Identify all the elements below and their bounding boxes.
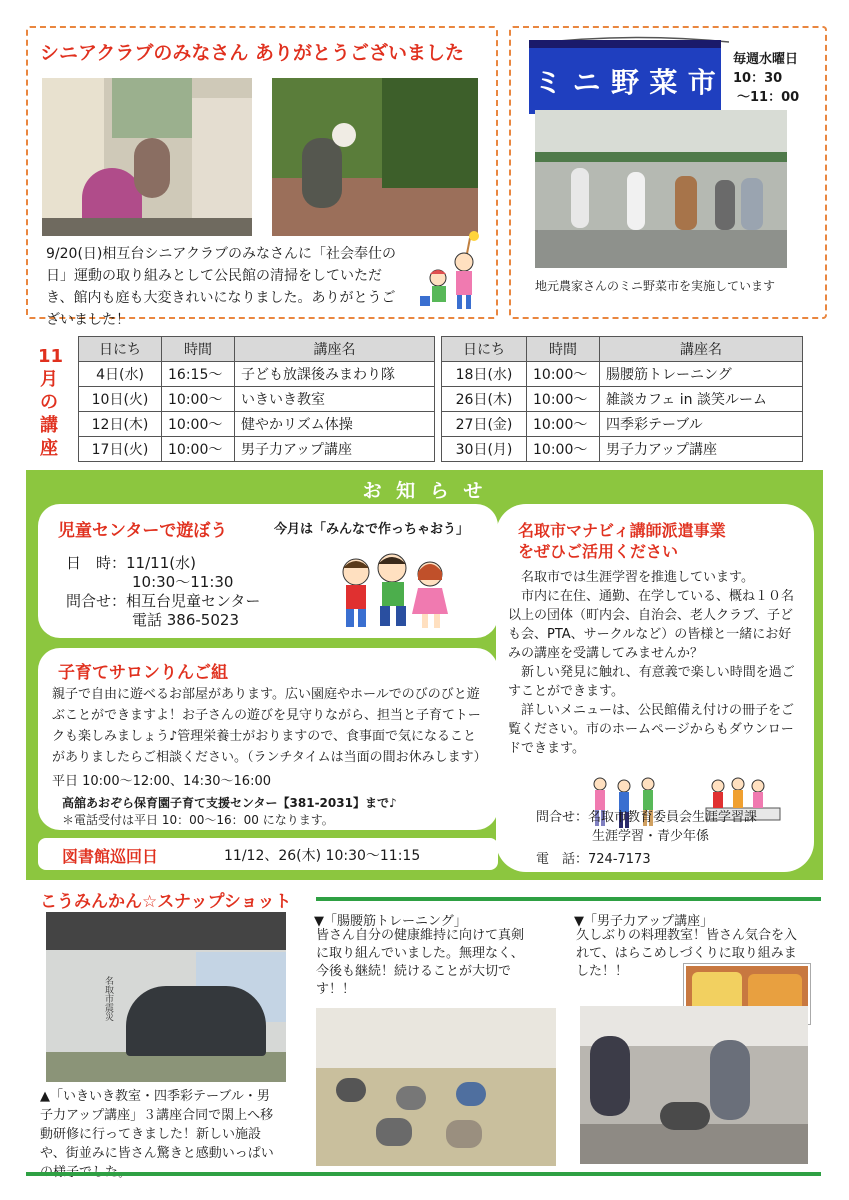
market-schedule-end: ～11：00	[737, 90, 800, 105]
notice-title: お 知 ら せ	[362, 480, 487, 502]
salon-title: 子育てサロンりんご組	[58, 663, 228, 683]
library-title: 図書館巡回日	[62, 847, 159, 866]
manabi-paragraph: 新しい発見に触れ、有意義で楽しい時間を過ごすことができます。	[508, 665, 795, 699]
cleaning-kids-illustration	[408, 228, 496, 316]
snapshot-title-rule	[316, 897, 821, 901]
market-banner-char: ニ	[572, 66, 601, 99]
table-row	[79, 387, 435, 412]
date-label: 日 時：	[66, 554, 127, 572]
date-value: 11/11(水)	[126, 554, 196, 572]
snapshot-title: こうみんかん☆スナップショット	[40, 892, 292, 912]
market-schedule	[733, 50, 799, 107]
manabi-text	[508, 568, 802, 758]
table-row	[442, 362, 803, 387]
course-date: 30日(月)	[442, 437, 527, 462]
senior-cleaning-photo-indoor	[42, 78, 252, 236]
course-date: 10日(火)	[79, 387, 162, 412]
column-header: 日にち	[442, 337, 527, 362]
manabi-contact	[536, 808, 757, 869]
course-time: 10:00～	[527, 362, 600, 387]
courses-table-right	[441, 336, 803, 462]
children-playing-illustration	[330, 544, 460, 634]
column-header: 時間	[527, 337, 600, 362]
table-header-row	[442, 337, 803, 362]
time-value: 10:30～11:30	[132, 573, 234, 591]
course-name: 男子力アップ講座	[235, 437, 435, 462]
manabi-contact-line2: 生涯学習・青少年係	[592, 829, 710, 844]
course-name: いきいき教室	[235, 387, 435, 412]
course-name: 健やかリズム体操	[235, 412, 435, 437]
course-date: 27日(金)	[442, 412, 527, 437]
course-time: 10:00～	[162, 437, 235, 462]
psoas-training-photo	[316, 1008, 556, 1166]
senior-cleaning-photo-garden	[272, 78, 478, 236]
snapshot-caption-1: ▲「いきいき教室・四季彩テーブル・男子力アップ講座」３講座合同で閖上へ移動研修に行ってきました！新しい施設や、街並みに皆さん驚きと感動いっぱい	[40, 1089, 274, 1161]
senior-club-title: シニアクラブのみなさん ありがとうございました	[40, 42, 465, 64]
children-center-title: 児童センターで遊ぼう	[58, 521, 228, 541]
course-date: 17日(火)	[79, 437, 162, 462]
contact-label: 問合せ：	[66, 592, 127, 610]
market-banner-char: ミ	[534, 66, 563, 99]
column-header: 日にち	[79, 337, 162, 362]
children-center-box	[38, 504, 498, 638]
manabi-contact-line1: 問合せ：名取市教育委員会生涯学習課	[536, 810, 758, 825]
group-photo-yuriage	[46, 912, 286, 1082]
cooking-class-photo	[580, 1006, 808, 1164]
table-row	[79, 412, 435, 437]
course-date: 18日(水)	[442, 362, 527, 387]
courses-label-char: の	[40, 392, 58, 413]
senior-club-box	[26, 26, 498, 328]
manabi-paragraph: 市内に在住、通勤、在学している、概ね１０名以上の団体（町内会、自治会、老人クラブ、子ども会、PTA、サークルなど）の皆様と一緒にお好みの講座を受講してみませんか？	[508, 589, 795, 661]
table-row	[79, 362, 435, 387]
course-name: 雑談カフェ in 談笑ルーム	[600, 387, 803, 412]
course-time: 16:15～	[162, 362, 235, 387]
contact-value: 相互台児童センター	[126, 592, 261, 610]
course-name: 四季彩テーブル	[600, 412, 803, 437]
course-time: 10:00～	[527, 412, 600, 437]
course-date: 4日(水)	[79, 362, 162, 387]
mini-market-box	[509, 26, 827, 319]
children-center-theme: 今月は「みんなで作っちゃおう」	[274, 522, 470, 537]
table-row	[442, 387, 803, 412]
course-date: 26日(木)	[442, 387, 527, 412]
salon-hours: 平日 10:00～12:00、14:30～16:00	[52, 774, 271, 789]
manabi-paragraph: 詳しいメニューは、公民館備え付けの冊子をご覧ください。市のホームページからもダウンロードできます。	[508, 703, 795, 756]
column-header: 講座名	[235, 337, 435, 362]
column-header: 時間	[162, 337, 235, 362]
market-banner-char: 市	[687, 66, 716, 99]
mini-market-caption: 地元農家さんのミニ野菜市を実施しています	[535, 279, 776, 293]
market-schedule-day: 毎週水曜日	[733, 52, 799, 67]
children-center-details	[66, 554, 260, 630]
market-banner	[529, 40, 721, 114]
manabi-box	[496, 504, 814, 872]
manabi-title-line2: をぜひご活用ください	[518, 542, 679, 561]
phone-value: 電話 386-5023	[132, 611, 239, 629]
course-date: 12日(木)	[79, 412, 162, 437]
course-time: 10:00～	[527, 437, 600, 462]
library-box	[38, 838, 498, 870]
course-time: 10:00～	[162, 387, 235, 412]
market-banner-char: 菜	[649, 66, 678, 99]
salon-box	[38, 648, 498, 830]
mini-market-photo	[535, 110, 787, 268]
salon-center: 高舘あおぞら保育園子育て支援センター【381-2031】まで♪	[62, 796, 397, 810]
salon-phone-note: ＊電話受付は平日 10：00～16：00 になります。	[62, 813, 334, 827]
courses-label-char: 11	[38, 346, 64, 367]
market-schedule-start: 10：30	[733, 71, 783, 86]
notice-panel	[26, 470, 823, 880]
library-dates: 11/12、26(木) 10:30～11:15	[224, 848, 421, 864]
course-name: 腸腰筋トレーニング	[600, 362, 803, 387]
course-name: 男子力アップ講座	[600, 437, 803, 462]
course-name: 子ども放課後みまわり隊	[235, 362, 435, 387]
manabi-paragraph: 名取市では生涯学習を推進しています。	[521, 570, 754, 585]
manabi-title-line1: 名取市マナビィ講師派遣事業	[518, 521, 726, 540]
table-row	[442, 437, 803, 462]
courses-vertical-label	[38, 345, 64, 460]
courses-table-left	[78, 336, 435, 462]
building-sign: 名取市震災	[103, 976, 113, 1021]
table-row	[442, 412, 803, 437]
manabi-phone: 電 話：724-7173	[536, 852, 651, 867]
snapshot-caption-3-body: 久しぶりの料理教室！皆さん気合を入れて、はらこめしづくりに取り組みました！！	[576, 928, 798, 979]
salon-body: 親子で自由に遊べるお部屋があります。広い園庭やホールでのびのびと遊ぶことができますよ！お子さんの遊びを見守りながら、担当と子育てトークも楽しみましょう♪管理栄養士がおりますので、食事面で気になることがありましたらご相談ください。（ランチタイムは当面の間お休みします）	[52, 687, 487, 765]
column-header: 講座名	[600, 337, 803, 362]
course-time: 10:00～	[162, 412, 235, 437]
snapshot-caption-2-title: ▼「腸腰筋トレーニング」	[314, 914, 467, 929]
courses-label-char: 座	[40, 438, 58, 459]
table-row	[79, 437, 435, 462]
market-banner-char: 野	[610, 66, 639, 99]
table-header-row	[79, 337, 435, 362]
course-time: 10:00～	[527, 387, 600, 412]
courses-label-char: 月	[40, 369, 58, 390]
senior-club-message: 9/20(日)相互台シニアクラブのみなさんに「社会奉仕の日」運動の取り組みとして公民館の清掃をしていただき、館内も庭も大変きれいになりました。ありがとうございました！	[46, 246, 396, 328]
snapshot-caption-2-body: 皆さん自分の健康維持に向けて真剣に取り組んでいました。無理なく、今後も継続！続けることが大切です！！	[316, 928, 525, 997]
courses-label-char: 講	[40, 415, 58, 436]
footer-rule	[26, 1172, 821, 1176]
snapshot-caption-3-title: ▼「男子力アップ講座」	[574, 914, 714, 929]
